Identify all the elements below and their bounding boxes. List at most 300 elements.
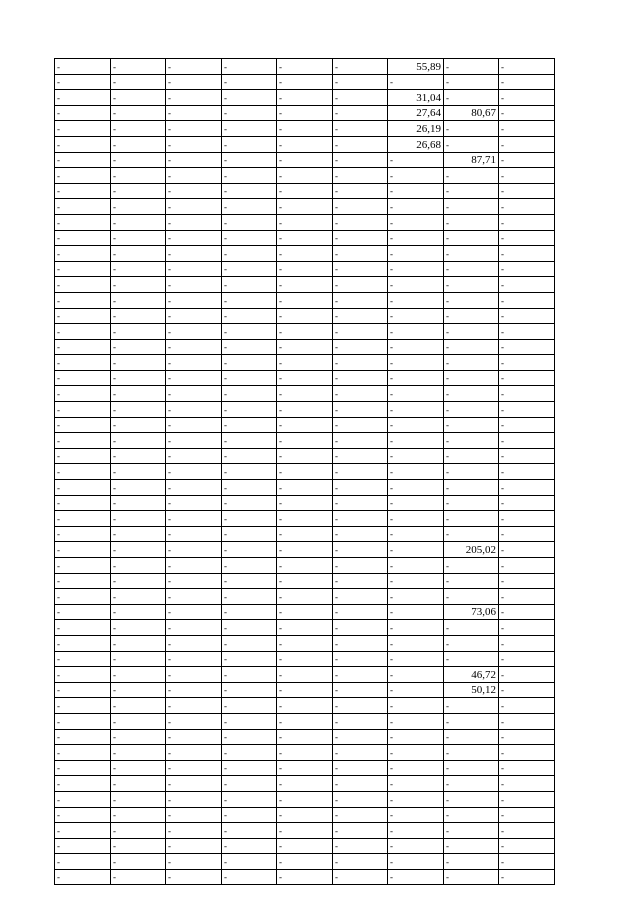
table-cell: - [166,511,222,527]
table-row [55,433,555,449]
table-cell: - [111,324,166,340]
table-cell: - [55,308,111,324]
table-cell: - [111,74,166,90]
table-cell: - [499,292,555,308]
table-cell: - [388,620,444,636]
table-cell: - [222,542,277,558]
table-cell: - [333,308,388,324]
table-cell: - [333,136,388,152]
table-cell: - [222,105,277,121]
table-cell: - [277,854,333,870]
table-cell: - [499,199,555,215]
table-cell: - [166,573,222,589]
table-cell: - [55,417,111,433]
table-cell: - [388,838,444,854]
table-row [55,729,555,745]
table-cell: - [499,620,555,636]
table-cell: - [222,136,277,152]
table-cell: - [111,558,166,574]
table-cell: - [444,277,499,293]
table-cell: - [55,776,111,792]
table-cell: - [499,339,555,355]
table-cell: - [222,558,277,574]
table-cell: - [166,448,222,464]
table-cell: - [388,386,444,402]
table-cell: - [499,495,555,511]
table-cell: - [499,713,555,729]
table-cell: - [111,402,166,418]
table-cell: - [499,417,555,433]
table-cell: - [55,854,111,870]
table-row [55,230,555,246]
table-cell: - [333,464,388,480]
table-cell: - [222,277,277,293]
table-cell: - [166,542,222,558]
table-cell: - [388,308,444,324]
table-cell: - [499,121,555,137]
table-cell: - [55,230,111,246]
table-cell: - [277,402,333,418]
table-cell: - [444,324,499,340]
table-row [55,635,555,651]
table-cell: 46,72 [444,667,499,683]
table-cell: - [333,776,388,792]
table-cell: - [55,74,111,90]
table-cell: - [499,760,555,776]
table-row [55,823,555,839]
table-cell: - [388,261,444,277]
table-cell: - [444,292,499,308]
table-row [55,261,555,277]
table-cell: - [55,214,111,230]
table-cell: - [166,183,222,199]
table-cell: - [388,635,444,651]
table-row [55,168,555,184]
table-cell: - [55,869,111,885]
table-cell: - [333,277,388,293]
table-cell: - [388,448,444,464]
table-cell: - [166,152,222,168]
table-cell: - [166,121,222,137]
table-row [55,589,555,605]
table-cell: - [333,386,388,402]
table-row [55,791,555,807]
table-cell: - [55,760,111,776]
table-cell: - [111,604,166,620]
table-cell: - [166,90,222,106]
table-cell: - [277,121,333,137]
table-cell: - [444,869,499,885]
table-cell: 26,19 [388,121,444,137]
table-cell: - [222,199,277,215]
table-cell: - [333,698,388,714]
table-cell: - [111,277,166,293]
table-row [55,651,555,667]
table-cell: - [55,558,111,574]
table-cell: - [111,417,166,433]
table-cell: - [55,823,111,839]
table-cell: - [499,807,555,823]
table-cell: - [444,121,499,137]
table-cell: - [55,402,111,418]
table-cell: - [166,745,222,761]
table-cell: - [444,635,499,651]
table-cell: - [499,667,555,683]
table-cell: - [277,760,333,776]
table-row [55,136,555,152]
table-cell: - [166,651,222,667]
table-cell: - [499,542,555,558]
table-cell: - [444,854,499,870]
table-cell: - [333,121,388,137]
table-cell: - [388,791,444,807]
table-cell: - [166,246,222,262]
table-cell: - [499,90,555,106]
table-cell: - [111,386,166,402]
table-row [55,277,555,293]
table-cell: - [499,745,555,761]
table-cell: - [111,869,166,885]
table-cell: - [277,199,333,215]
table-cell: - [166,558,222,574]
table-cell: - [222,246,277,262]
table-cell: - [499,370,555,386]
table-cell: - [388,277,444,293]
table-cell: - [444,558,499,574]
table-cell: - [444,370,499,386]
table-cell: - [111,355,166,371]
table-cell: - [111,230,166,246]
table-cell: - [111,542,166,558]
table-cell: - [166,635,222,651]
table-cell: - [333,292,388,308]
table-cell: - [333,199,388,215]
table-cell: - [333,635,388,651]
table-cell: - [222,90,277,106]
table-cell: - [333,745,388,761]
table-cell: - [166,386,222,402]
table-cell: - [444,573,499,589]
table-cell: - [499,230,555,246]
table-cell: - [111,152,166,168]
table-cell: - [222,433,277,449]
table-cell: 27,64 [388,105,444,121]
table-cell: - [388,745,444,761]
table-cell: - [277,230,333,246]
table-cell: - [333,339,388,355]
table-cell: - [333,324,388,340]
table-cell: - [111,370,166,386]
table-cell: - [277,869,333,885]
table-row [55,526,555,542]
table-cell: - [388,760,444,776]
table-cell: - [166,854,222,870]
table-cell: - [166,59,222,75]
table-cell: - [277,573,333,589]
table-cell: - [111,121,166,137]
table-cell: - [55,448,111,464]
table-cell: - [111,698,166,714]
table-cell: - [166,760,222,776]
table-cell: - [166,667,222,683]
table-cell: - [333,480,388,496]
table-row [55,573,555,589]
table-cell: - [277,105,333,121]
table-cell: - [333,542,388,558]
table-cell: - [388,324,444,340]
table-cell: - [111,214,166,230]
table-cell: - [222,713,277,729]
table-row [55,448,555,464]
table-cell: - [499,526,555,542]
table-cell: - [111,620,166,636]
table-cell: - [333,417,388,433]
table-cell: - [499,558,555,574]
table-cell: - [333,589,388,605]
table-cell: - [388,526,444,542]
table-cell: - [333,74,388,90]
data-table [54,58,555,885]
table-cell: - [499,214,555,230]
table-cell: - [388,199,444,215]
table-cell: - [333,869,388,885]
table-cell: - [55,152,111,168]
table-cell: - [444,59,499,75]
table-cell: - [166,869,222,885]
table-cell: - [222,760,277,776]
table-cell: - [388,495,444,511]
table-cell: - [277,823,333,839]
table-cell: - [444,745,499,761]
table-cell: - [333,651,388,667]
table-row [55,183,555,199]
table-cell: - [222,807,277,823]
table-row [55,807,555,823]
table-cell: - [444,729,499,745]
table-cell: - [111,339,166,355]
table-row [55,745,555,761]
table-cell: - [55,370,111,386]
table-cell: - [277,604,333,620]
table-cell: - [277,620,333,636]
table-cell: 50,12 [444,682,499,698]
table-cell: - [277,589,333,605]
table-cell: - [111,90,166,106]
table-cell: - [222,370,277,386]
table-cell: - [222,838,277,854]
table-cell: - [222,573,277,589]
table-row [55,869,555,885]
table-cell: - [499,355,555,371]
table-cell: - [388,511,444,527]
table-cell: - [277,464,333,480]
table-cell: - [111,807,166,823]
table-cell: - [444,713,499,729]
table-row [55,339,555,355]
table-cell: 87,71 [444,152,499,168]
table-cell: - [55,168,111,184]
table-cell: - [277,90,333,106]
table-cell: - [388,713,444,729]
table-cell: - [277,651,333,667]
table-cell: - [444,183,499,199]
table-cell: - [222,59,277,75]
table-cell: - [333,573,388,589]
table-cell: - [55,635,111,651]
table-cell: - [222,121,277,137]
table-cell: - [111,59,166,75]
table-cell: - [333,838,388,854]
table-cell: - [55,480,111,496]
table-cell: - [333,402,388,418]
table-cell: - [111,635,166,651]
table-row [55,682,555,698]
table-cell: - [166,339,222,355]
table-cell: - [222,495,277,511]
table-cell: - [277,495,333,511]
table-cell: - [499,776,555,792]
table-cell: - [111,168,166,184]
table-cell: - [499,277,555,293]
table-cell: - [222,261,277,277]
table-cell: - [222,776,277,792]
table-row [55,838,555,854]
table-cell: - [166,74,222,90]
table-cell: - [333,433,388,449]
table-cell: - [111,760,166,776]
table-cell: - [55,386,111,402]
table-cell: - [444,386,499,402]
table-cell: - [222,183,277,199]
table-cell: - [444,433,499,449]
table-cell: - [333,807,388,823]
table-row [55,495,555,511]
table-cell: - [388,558,444,574]
table-cell: - [166,433,222,449]
table-cell: - [499,261,555,277]
table-cell: - [277,542,333,558]
table-cell: - [222,589,277,605]
table-cell: - [444,74,499,90]
table-cell: - [222,745,277,761]
table-cell: - [111,495,166,511]
table-cell: - [222,417,277,433]
table-cell: - [388,230,444,246]
table-cell: - [55,807,111,823]
table-cell: - [333,854,388,870]
table-cell: - [277,480,333,496]
table-cell: - [166,823,222,839]
table-cell: - [444,698,499,714]
table-cell: - [499,854,555,870]
table-cell: - [277,433,333,449]
table-cell: - [277,729,333,745]
table-cell: - [55,838,111,854]
table-row [55,324,555,340]
table-cell: - [333,558,388,574]
table-cell: - [166,214,222,230]
table-cell: - [166,370,222,386]
table-cell: - [222,464,277,480]
table-cell: - [55,199,111,215]
table-row [55,292,555,308]
table-cell: - [55,59,111,75]
table-cell: - [277,277,333,293]
table-cell: - [166,807,222,823]
table-cell: - [111,838,166,854]
table-cell: - [55,183,111,199]
table-cell: - [166,277,222,293]
table-cell: - [55,90,111,106]
table-cell: - [277,339,333,355]
table-cell: - [55,667,111,683]
table-cell: - [388,214,444,230]
table-cell: - [166,402,222,418]
table-cell: - [499,511,555,527]
table-cell: - [55,277,111,293]
table-cell: - [277,713,333,729]
table-cell: 31,04 [388,90,444,106]
table-cell: - [444,90,499,106]
table-cell: - [444,417,499,433]
table-cell: - [388,729,444,745]
table-row [55,121,555,137]
table-cell: - [222,526,277,542]
table-cell: - [444,464,499,480]
table-cell: - [55,464,111,480]
table-cell: - [111,199,166,215]
table-cell: - [111,105,166,121]
table-cell: - [166,589,222,605]
table-cell: - [388,464,444,480]
table-cell: - [55,604,111,620]
table-row [55,713,555,729]
table-cell: - [333,183,388,199]
table-row [55,90,555,106]
table-cell: - [333,261,388,277]
table-row [55,199,555,215]
table-cell: - [166,324,222,340]
table-row [55,417,555,433]
table-cell: - [166,698,222,714]
table-cell: - [388,152,444,168]
table-cell: - [166,495,222,511]
table-row [55,370,555,386]
table-cell: - [166,199,222,215]
table-cell: - [444,776,499,792]
table-cell: - [166,682,222,698]
table-cell: - [444,791,499,807]
table-cell: - [111,480,166,496]
table-cell: - [333,90,388,106]
table-cell: 55,89 [388,59,444,75]
table-cell: - [499,698,555,714]
table-cell: - [222,386,277,402]
table-cell: - [333,370,388,386]
table-cell: - [444,136,499,152]
table-cell: - [277,417,333,433]
table-cell: - [277,526,333,542]
table-cell: - [166,308,222,324]
table-cell: - [222,168,277,184]
table-cell: - [388,823,444,839]
table-cell: - [499,869,555,885]
table-cell: - [111,823,166,839]
table-cell: - [499,74,555,90]
table-cell: - [444,246,499,262]
table-cell: - [444,168,499,184]
table-cell: - [388,776,444,792]
